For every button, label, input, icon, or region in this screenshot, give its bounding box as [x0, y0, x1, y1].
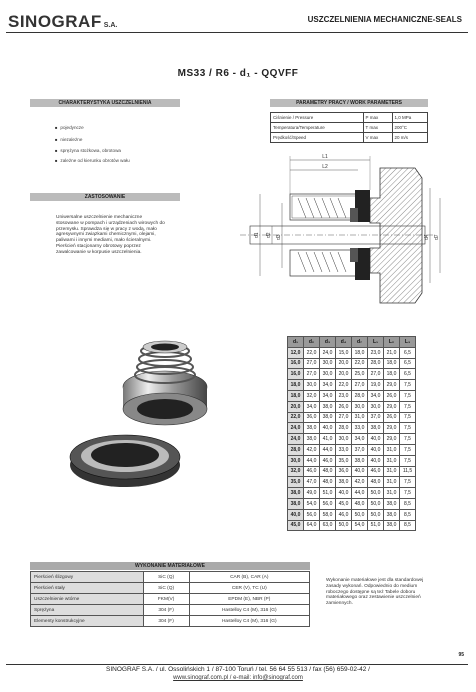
dimensions-cell: 18,0: [288, 390, 304, 401]
parameters-table: [270, 112, 428, 143]
parameters-title: PARAMETRY PRACY / WORK PARAMETERS: [270, 99, 428, 107]
dimensions-cell: 35,0: [336, 455, 352, 466]
dimensions-cell: 32,0: [304, 390, 320, 401]
dimensions-row: [288, 455, 416, 466]
parameter-value: 20 m/s: [392, 133, 428, 143]
dimensions-header-cell: L₃: [400, 337, 416, 348]
material-component: Elementy konstrukcyjne: [31, 616, 144, 627]
dimensions-cell: 34,0: [304, 401, 320, 412]
dimensions-cell: 36,0: [304, 412, 320, 423]
page-number: 95: [458, 652, 464, 658]
dimensions-cell: 29,0: [384, 401, 400, 412]
dimensions-cell: 26,0: [336, 401, 352, 412]
parameter-row: [271, 133, 428, 143]
dimensions-cell: 20,0: [336, 358, 352, 369]
dim-label: d2: [266, 232, 272, 238]
dimensions-cell: 7,5: [400, 488, 416, 499]
dimensions-row: [288, 477, 416, 488]
header-title: USZCZELNIENIA MECHANICZNE-SEALS: [307, 15, 462, 24]
dimensions-cell: 38,0: [304, 423, 320, 434]
dimensions-cell: 46,0: [368, 466, 384, 477]
dimensions-cell: 48,0: [320, 477, 336, 488]
dimensions-cell: 16,0: [288, 358, 304, 369]
material-standard: SiC (Q): [143, 572, 189, 583]
dim-label: d1: [254, 232, 260, 238]
dimensions-cell: 48,0: [368, 477, 384, 488]
dimensions-cell: 22,0: [352, 358, 368, 369]
dimensions-cell: 30,0: [336, 434, 352, 445]
dimensions-cell: 46,0: [320, 455, 336, 466]
dimensions-cell: 8,5: [400, 498, 416, 509]
model-code: MS33 / R6 - d₁ - QQVFF: [177, 68, 299, 79]
dimensions-row: [288, 444, 416, 455]
dimensions-cell: 40,0: [288, 509, 304, 520]
application-text: Uniwersalne uszczelnienie mechaniczne stosowane w pompach i urządzeniach wirowych do przemysłu. Sprawdza się w pracy z wodą, mało agresywnymi związkami chemicznymi, olejami, paliwami i innymi mediami, mało ścieralnymi. Pierścień stacjonarny obrotowy poprzez zawalcowanie w korpusie uszczelnienia.: [56, 215, 165, 255]
dimensions-cell: 6,5: [400, 347, 416, 358]
dimensions-cell: 38,0: [304, 434, 320, 445]
dimensions-cell: 38,0: [368, 423, 384, 434]
dimensions-cell: 30,0: [320, 358, 336, 369]
dimensions-cell: 16,0: [288, 369, 304, 380]
header-divider: [6, 32, 468, 33]
dimensions-row: [288, 498, 416, 509]
dimensions-cell: 50,0: [368, 498, 384, 509]
parameter-symbol: T max: [363, 123, 392, 133]
dimensions-row: [288, 347, 416, 358]
dimensions-cell: 40,0: [368, 444, 384, 455]
dim-label: d3: [276, 234, 282, 240]
dimensions-cell: 34,0: [320, 380, 336, 391]
dimensions-cell: 46,0: [304, 466, 320, 477]
parameter-row: [271, 113, 428, 123]
dimensions-cell: 45,0: [336, 498, 352, 509]
dimensions-cell: 29,0: [384, 423, 400, 434]
dimensions-cell: 42,0: [304, 444, 320, 455]
dimensions-cell: 37,0: [368, 412, 384, 423]
parameter-label: Prędkość/Speed: [271, 133, 364, 143]
materials-table: [30, 571, 310, 627]
dimensions-cell: 21,0: [384, 347, 400, 358]
dimensions-cell: 45,0: [288, 520, 304, 531]
material-options: Hastelloy C4 (M), 316 (G): [189, 605, 309, 616]
logo-text: SINOGRAF: [8, 12, 102, 31]
materials-row: [31, 572, 310, 583]
dimensions-row: [288, 390, 416, 401]
dimensions-cell: 27,0: [336, 412, 352, 423]
dimensions-cell: 50,0: [336, 520, 352, 531]
dimensions-header-row: [288, 337, 416, 348]
dimensions-row: [288, 520, 416, 531]
dimensions-cell: 24,0: [320, 347, 336, 358]
company-logo: [8, 12, 117, 32]
dimensions-cell: 7,5: [400, 477, 416, 488]
dimensions-header-cell: d₂: [304, 337, 320, 348]
dimensions-cell: 18,0: [288, 380, 304, 391]
dimensions-cell: 7,5: [400, 412, 416, 423]
materials-row: [31, 616, 310, 627]
dimensions-header-cell: d₁: [288, 337, 304, 348]
material-component: Pierścień stały: [31, 583, 144, 594]
material-standard: 304 (F): [143, 605, 189, 616]
footer-divider: [6, 664, 468, 665]
dimensions-cell: 34,0: [320, 390, 336, 401]
dimensions-cell: 24,0: [288, 423, 304, 434]
dimensions-cell: 50,0: [368, 488, 384, 499]
dimensions-cell: 30,0: [320, 369, 336, 380]
logo-suffix: S.A.: [103, 22, 118, 29]
dimensions-cell: 47,0: [304, 477, 320, 488]
material-standard: 304 (F): [143, 616, 189, 627]
dimensions-cell: 28,0: [368, 358, 384, 369]
dim-label: L2: [322, 164, 328, 170]
dimensions-cell: 64,0: [304, 520, 320, 531]
material-options: EPDM (E), NBR (P): [189, 594, 309, 605]
dimensions-cell: 40,0: [352, 466, 368, 477]
dimensions-cell: 27,0: [304, 369, 320, 380]
dimensions-cell: 7,5: [400, 380, 416, 391]
dimensions-cell: 7,5: [400, 455, 416, 466]
dimensions-row: [288, 434, 416, 445]
parameter-label: Ciśnienie / Pressure: [271, 113, 364, 123]
dimensions-cell: 41,0: [320, 434, 336, 445]
dimensions-table: [287, 336, 416, 531]
parameter-label: Temperatura/Temperature: [271, 123, 364, 133]
dimensions-header-cell: L₂: [384, 337, 400, 348]
dimensions-row: [288, 509, 416, 520]
dimensions-cell: 20,0: [288, 401, 304, 412]
material-standard: FKM(V): [143, 594, 189, 605]
dimensions-header-cell: d₇: [352, 337, 368, 348]
feature-item: ■ sprężyna stożkowa, obrotowa: [55, 148, 121, 153]
dimensions-cell: 49,0: [304, 488, 320, 499]
dimensions-cell: 27,0: [352, 380, 368, 391]
feature-item: ■ pojedyncze: [55, 125, 84, 130]
dimensions-cell: 7,5: [400, 390, 416, 401]
dimensions-cell: 38,0: [336, 477, 352, 488]
dim-label: d7: [434, 234, 440, 240]
materials-note: Wykonanie materiałowe jest dla standardowej zasady wykonań. Odpowiednio do medium roboczego dostępne są też Tabele doboru materiałowego oraz zestawienie uszczelnień zamiennych.: [326, 578, 424, 607]
material-options: CER (V), TC (U): [189, 583, 309, 594]
footer-address: SINOGRAF S.A. / ul. Ossolińskich 1 / 87-100 Toruń / tel. 56 64 55 513 / fax (56) 659-02-42 /: [106, 666, 370, 673]
dimensions-cell: 29,0: [384, 434, 400, 445]
dimensions-cell: 7,5: [400, 401, 416, 412]
application-title: ZASTOSOWANIE: [30, 193, 180, 201]
materials-title: WYKONANIE MATERIAŁOWE: [30, 562, 310, 570]
dimensions-cell: 15,0: [336, 347, 352, 358]
dimensions-cell: 25,0: [352, 369, 368, 380]
dimensions-cell: 19,0: [368, 380, 384, 391]
dimensions-header-cell: L₁: [368, 337, 384, 348]
dimensions-cell: 22,0: [336, 380, 352, 391]
dimensions-cell: 51,0: [368, 520, 384, 531]
dim-label: d4: [424, 234, 430, 240]
dimensions-cell: 42,0: [352, 477, 368, 488]
dimensions-cell: 33,0: [336, 444, 352, 455]
dim-label: L1: [322, 154, 328, 160]
materials-row: [31, 605, 310, 616]
dimensions-row: [288, 488, 416, 499]
dimensions-cell: 20,0: [336, 369, 352, 380]
parameter-row: [271, 123, 428, 133]
footer-web-link[interactable]: www.sinograf.com.pl / e-mail: info@sinograf.com: [173, 675, 303, 681]
dimensions-cell: 31,0: [384, 444, 400, 455]
dimensions-cell: 7,5: [400, 444, 416, 455]
dimensions-cell: 38,0: [288, 498, 304, 509]
dimensions-cell: 38,0: [384, 498, 400, 509]
materials-row: [31, 583, 310, 594]
dimensions-row: [288, 380, 416, 391]
dimensions-cell: 6,5: [400, 358, 416, 369]
parameter-symbol: P max: [363, 113, 392, 123]
dimensions-cell: 27,0: [368, 369, 384, 380]
dimensions-cell: 38,0: [320, 412, 336, 423]
dimensions-cell: 44,0: [352, 488, 368, 499]
dimensions-cell: 30,0: [304, 380, 320, 391]
dimensions-row: [288, 423, 416, 434]
dimensions-cell: 48,0: [352, 498, 368, 509]
dimensions-cell: 31,0: [384, 455, 400, 466]
dimensions-cell: 30,0: [368, 401, 384, 412]
dimensions-cell: 40,0: [320, 423, 336, 434]
dimensions-cell: 28,0: [288, 444, 304, 455]
feature-item: ■ niezależne: [55, 137, 82, 142]
dimensions-row: [288, 369, 416, 380]
dimensions-cell: 36,0: [336, 466, 352, 477]
dimensions-cell: 28,0: [336, 423, 352, 434]
dimensions-cell: 58,0: [320, 509, 336, 520]
dimensions-cell: 37,0: [352, 444, 368, 455]
material-standard: SiC (Q): [143, 583, 189, 594]
dimensions-cell: 40,0: [368, 455, 384, 466]
dimensions-cell: 38,0: [352, 455, 368, 466]
dimensions-cell: 56,0: [320, 498, 336, 509]
dimensions-cell: 7,5: [400, 423, 416, 434]
seal-section-drawing: [230, 148, 450, 323]
dimensions-cell: 23,0: [368, 347, 384, 358]
dimensions-cell: 50,0: [368, 509, 384, 520]
dimensions-cell: 38,0: [320, 401, 336, 412]
dimensions-cell: 18,0: [384, 369, 400, 380]
dimensions-cell: 51,0: [320, 488, 336, 499]
dimensions-cell: 18,0: [384, 358, 400, 369]
dimensions-cell: 54,0: [352, 520, 368, 531]
dimensions-cell: 7,5: [400, 434, 416, 445]
dimensions-cell: 22,0: [288, 412, 304, 423]
dimensions-cell: 30,0: [352, 401, 368, 412]
dimensions-cell: 38,0: [384, 520, 400, 531]
dimensions-cell: 44,0: [304, 455, 320, 466]
dimensions-cell: 18,0: [352, 347, 368, 358]
dimensions-cell: 11,5: [400, 466, 416, 477]
dimensions-cell: 40,0: [336, 488, 352, 499]
dimensions-cell: 46,0: [336, 509, 352, 520]
dimensions-cell: 26,0: [384, 390, 400, 401]
dimensions-cell: 8,5: [400, 509, 416, 520]
dimensions-cell: 34,0: [352, 434, 368, 445]
dimensions-cell: 35,0: [288, 477, 304, 488]
feature-item: ■ zależne od kierunku obrotów wału: [55, 158, 130, 163]
dimensions-cell: 31,0: [384, 488, 400, 499]
dimensions-cell: 50,0: [352, 509, 368, 520]
dimensions-row: [288, 412, 416, 423]
dimensions-header-cell: d₄: [336, 337, 352, 348]
material-component: Uszczelnienie wtórne: [31, 594, 144, 605]
product-photo: [55, 335, 230, 515]
dimensions-row: [288, 358, 416, 369]
dimensions-cell: 27,0: [304, 358, 320, 369]
dimensions-cell: 8,5: [400, 520, 416, 531]
dimensions-cell: 26,0: [384, 412, 400, 423]
dimensions-cell: 12,0: [288, 347, 304, 358]
dimensions-cell: 23,0: [336, 390, 352, 401]
dimensions-cell: 44,0: [320, 444, 336, 455]
materials-row: [31, 594, 310, 605]
dimensions-cell: 38,0: [384, 509, 400, 520]
dimensions-cell: 31,0: [352, 412, 368, 423]
material-options: CAR (B), CAR (A): [189, 572, 309, 583]
material-component: Pierścień ślizgowy: [31, 572, 144, 583]
dimensions-cell: 29,0: [384, 380, 400, 391]
dimensions-row: [288, 466, 416, 477]
dimensions-cell: 63,0: [320, 520, 336, 531]
dimensions-cell: 31,0: [384, 477, 400, 488]
dimensions-cell: 22,0: [304, 347, 320, 358]
dimensions-cell: 6,5: [400, 369, 416, 380]
dimensions-row: [288, 401, 416, 412]
dimensions-cell: 40,0: [368, 434, 384, 445]
dimensions-cell: 34,0: [368, 390, 384, 401]
dimensions-cell: 48,0: [320, 466, 336, 477]
dimensions-cell: 32,0: [288, 466, 304, 477]
material-component: Sprężyna: [31, 605, 144, 616]
dimensions-cell: 31,0: [384, 466, 400, 477]
dimensions-cell: 38,0: [288, 488, 304, 499]
dimensions-header-cell: d₃: [320, 337, 336, 348]
material-options: Hastelloy C4 (M), 316 (G): [189, 616, 309, 627]
parameter-symbol: V max: [363, 133, 392, 143]
dimensions-cell: 24,0: [288, 434, 304, 445]
dimensions-cell: 30,0: [288, 455, 304, 466]
parameter-value: 200°C: [392, 123, 428, 133]
characteristics-title: CHARAKTERYSTYKA USZCZELNIENIA: [30, 99, 180, 107]
dimensions-cell: 28,0: [352, 390, 368, 401]
parameter-value: 1,0 MPa: [392, 113, 428, 123]
dimensions-cell: 33,0: [352, 423, 368, 434]
dimensions-cell: 56,0: [304, 509, 320, 520]
dimensions-cell: 54,0: [304, 498, 320, 509]
